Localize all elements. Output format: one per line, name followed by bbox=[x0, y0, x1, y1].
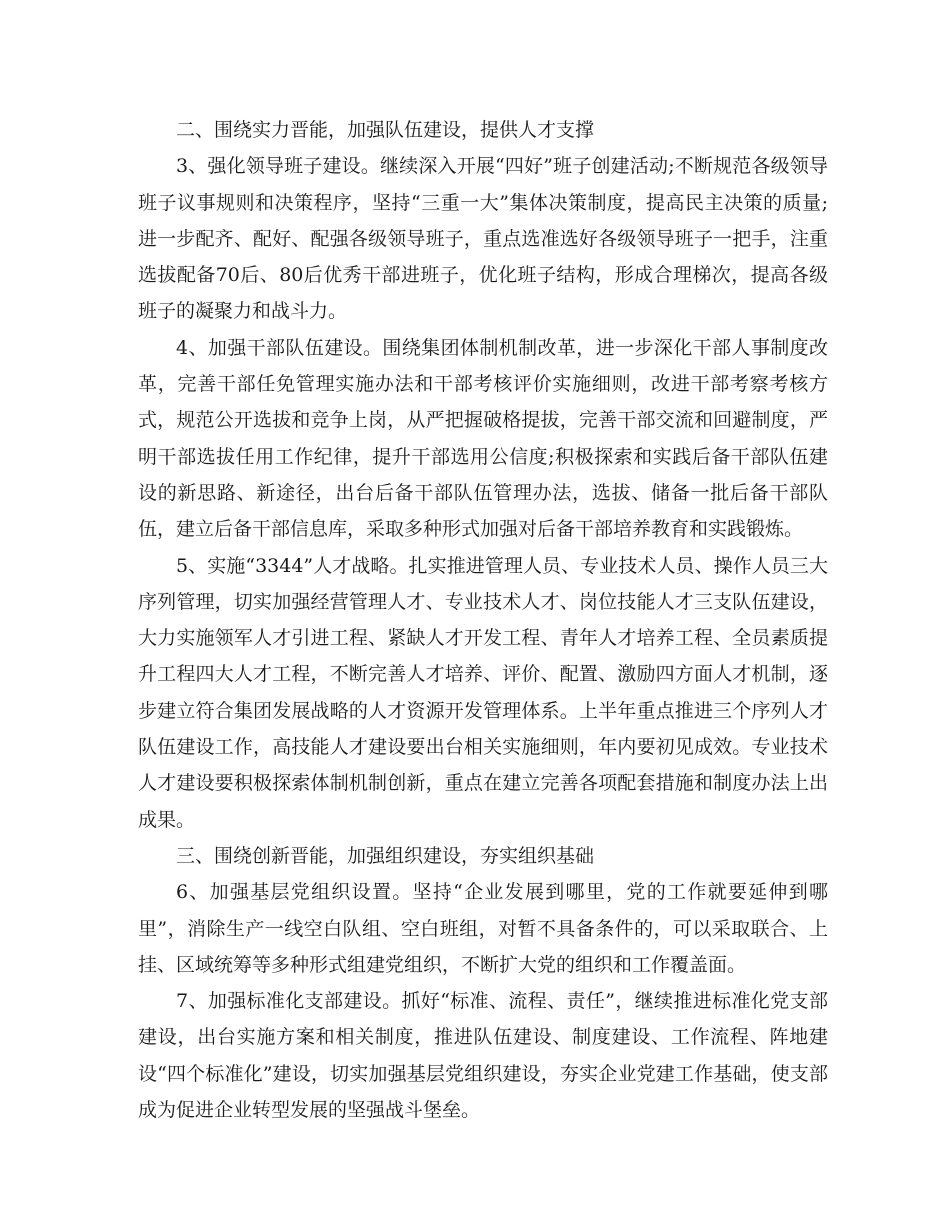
section-heading-2: 二、围绕实力晋能，加强队伍建设，提供人才支撑 bbox=[176, 119, 595, 141]
section-heading-3: 三、围绕创新晋能，加强组织建设，夯实组织基础 bbox=[176, 844, 595, 867]
paragraph-3: 3、强化领导班子建设。继续深入开展“四好”班子创建活动;不断规范各级领导班子议事规则和决策程序，坚持“三重一大”集体决策制度，提高民主决策的质量;进一步配齐、配好、配强各级领导班子，重点选准选好各级领导班子一把手，注重选拔配备70后、80后优秀干部进班子，优化班子结构，形成合理梯次，提高各级班子的凝聚力和战斗力。 bbox=[138, 155, 828, 323]
paragraph-6: 6、加强基层党组织设置。坚持“企业发展到哪里，党的工作就要延伸到哪里”，消除生产一线空白队组、空白班组，对暂不具备条件的，可以采取联合、上挂、区域统筹等多种形式组建党组织，不断扩大党的组织和工作覆盖面。 bbox=[138, 881, 828, 976]
paragraph-4: 4、加强干部队伍建设。围绕集团体制机制改革，进一步深化干部人事制度改革，完善干部任免管理实施办法和干部考核评价实施细则，改进干部考察考核方式，规范公开选拔和竞争上岗，从严把握破格提拔，完善干部交流和回避制度，严明干部选拔任用工作纪律，提升干部选用公信度;积极探索和实践后备干部队伍建设的新思路、新途径，出台后备干部队伍管理办法，选拔、储备一批后备干部队伍，建立后备干部信息库，采取多种形式加强对后备干部培养教育和实践锻炼。 bbox=[138, 336, 828, 541]
document-body bbox=[138, 112, 828, 1128]
paragraph-7: 7、加强标准化支部建设。抓好“标准、流程、责任”，继续推进标准化党支部建设，出台实施方案和相关制度，推进队伍建设、制度建设、工作流程、阵地建设“四个标准化”建设，切实加强基层党组织建设，夯实企业党建工作基础，使支部成为促进企业转型发展的坚强战斗堡垒。 bbox=[138, 990, 828, 1122]
paragraph-5: 5、实施“3344”人才战略。扎实推进管理人员、专业技术人员、操作人员三大序列管理，切实加强经营管理人才、专业技术人才、岗位技能人才三支队伍建设，大力实施领军人才引进工程、紧缺人才开发工程、青年人才培养工程、全员素质提升工程四大人才工程，不断完善人才培养、评价、配置、激励四方面人才机制，逐步建立符合集团发展战略的人才资源开发管理体系。上半年重点推进三个序列人才队伍建设工作，高技能人才建设要出台相关实施细则，年内要初见成效。专业技术人才建设要积极探索体制机制创新，重点在建立完善各项配套措施和制度办法上出成果。 bbox=[138, 554, 828, 831]
